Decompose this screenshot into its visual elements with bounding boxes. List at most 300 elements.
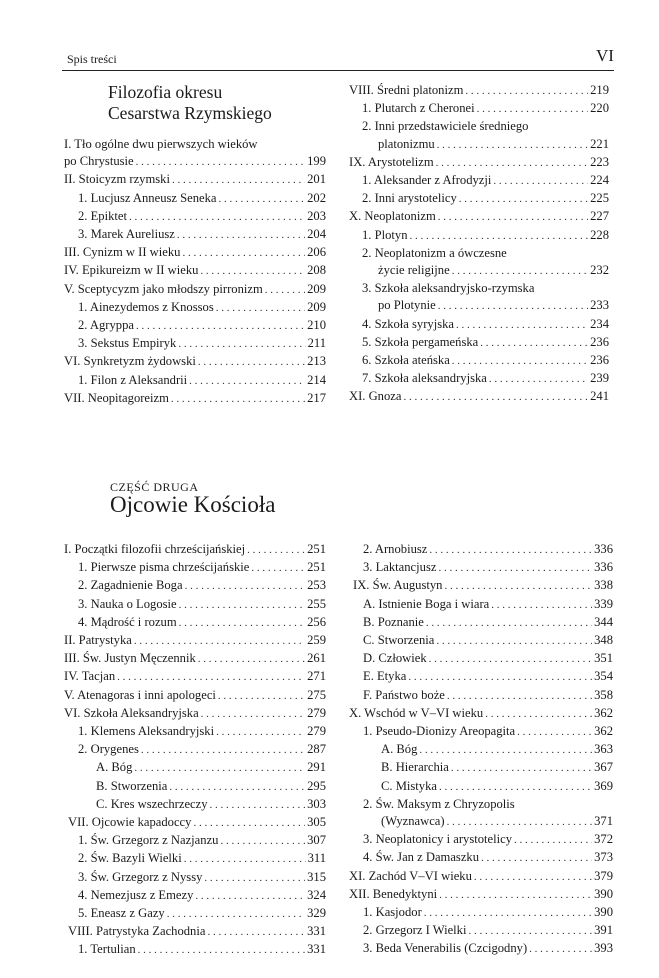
toc-entry-label: VI. Szkoła Aleksandryjska bbox=[64, 705, 199, 720]
toc-entry-label: 2. Grzegorz I Wielki bbox=[363, 923, 467, 938]
dot-leader bbox=[465, 82, 588, 100]
toc-entry-page: 348 bbox=[594, 633, 613, 648]
page-number-roman: VI bbox=[596, 46, 614, 65]
toc-entry bbox=[64, 226, 326, 244]
dot-leader bbox=[178, 335, 305, 353]
toc-entry-label: IV. Epikureizm w II wieku bbox=[64, 263, 199, 278]
dot-leader bbox=[184, 850, 306, 868]
toc-entry-label: 1. Pierwsze pisma chrześcijańskie bbox=[78, 560, 250, 575]
toc-entry-label: 2. Epiktet bbox=[78, 208, 127, 223]
toc-entry-label: A. Bóg bbox=[96, 760, 133, 775]
toc-entry-label: VI. Synkretyzm żydowski bbox=[64, 354, 196, 369]
toc-entry-page: 204 bbox=[307, 227, 326, 242]
dot-leader bbox=[189, 372, 305, 390]
toc-entry-label: 7. Szkoła aleksandryjska bbox=[362, 371, 487, 386]
toc-entry-page: 219 bbox=[590, 83, 609, 97]
toc-entry bbox=[349, 723, 613, 741]
toc-entry-page: 279 bbox=[307, 705, 326, 720]
toc-entry-page: 336 bbox=[594, 542, 613, 556]
toc-entry bbox=[64, 390, 326, 408]
toc-entry-label: (Wyznawca) bbox=[381, 814, 445, 829]
toc-entry bbox=[64, 723, 326, 741]
toc-entry bbox=[349, 297, 609, 315]
toc-entry-label: 1. Ainezydemos z Knossos bbox=[78, 299, 214, 314]
toc-entry-label: B. Stworzenia bbox=[96, 778, 168, 793]
toc-entry-page: 214 bbox=[307, 372, 326, 387]
toc-entry bbox=[349, 541, 613, 559]
toc-entry bbox=[64, 136, 326, 153]
toc-entry bbox=[64, 814, 326, 832]
section-title bbox=[108, 82, 328, 124]
dot-leader bbox=[201, 705, 305, 723]
toc-entry-page: 199 bbox=[307, 154, 326, 169]
toc-entry bbox=[64, 596, 326, 614]
toc-entry bbox=[64, 905, 326, 923]
dot-leader bbox=[514, 831, 592, 849]
toc-entry-page: 354 bbox=[594, 669, 613, 684]
toc-entry-label: VII. Neopitagoreizm bbox=[64, 390, 169, 405]
toc-entry bbox=[349, 136, 609, 154]
dot-leader bbox=[216, 299, 305, 317]
dot-leader bbox=[459, 190, 588, 208]
toc-entry-label: X. Neoplatonizm bbox=[349, 209, 436, 224]
toc-entry bbox=[349, 82, 609, 100]
toc-entry-label: 2. Św. Maksym z Chryzopolis bbox=[363, 796, 515, 811]
toc-entry bbox=[64, 281, 326, 299]
toc-entry-label: 1. Tertulian bbox=[78, 942, 136, 957]
toc-entry-page: 393 bbox=[594, 941, 613, 956]
dot-leader bbox=[477, 100, 588, 118]
dot-leader bbox=[439, 778, 592, 796]
toc-entry bbox=[349, 245, 609, 262]
toc-entry-page: 331 bbox=[307, 942, 326, 957]
toc-entry bbox=[349, 596, 613, 614]
running-header-title: Spis treści bbox=[67, 52, 117, 66]
toc-entry bbox=[349, 208, 609, 226]
toc-entry-label: 1. Kasjodor bbox=[363, 905, 422, 920]
toc-entry-page: 373 bbox=[594, 850, 613, 865]
toc-entry-label: 1. Klemens Aleksandryjski bbox=[78, 724, 215, 739]
dot-leader bbox=[220, 832, 305, 850]
toc-entry-page: 213 bbox=[307, 354, 326, 369]
toc-entry-page: 251 bbox=[307, 542, 326, 556]
dot-leader bbox=[134, 759, 305, 777]
toc-entry-label: X. Wschód w V–VI wieku bbox=[349, 705, 484, 720]
toc-entry-page: 390 bbox=[594, 886, 613, 901]
toc-entry-label: 4. Św. Jan z Damaszku bbox=[363, 850, 479, 865]
toc-entry-page: 206 bbox=[307, 245, 326, 260]
toc-entry-page: 259 bbox=[307, 633, 326, 648]
toc-entry-page: 275 bbox=[307, 687, 326, 702]
toc-entry-label: A. Istnienie Boga i wiara bbox=[363, 596, 490, 611]
toc-entry bbox=[64, 153, 326, 171]
toc-entry bbox=[64, 317, 326, 335]
dot-leader bbox=[182, 244, 305, 262]
toc-entry-label: po Plotynie bbox=[378, 298, 436, 313]
toc-entry-label: 5. Eneasz z Gazy bbox=[78, 906, 165, 921]
toc-entry-page: 358 bbox=[594, 687, 613, 702]
toc-entry-label: 3. Nauka o Logosie bbox=[78, 596, 177, 611]
toc-entry bbox=[349, 190, 609, 208]
toc-entry-label: 3. Sekstus Empiryk bbox=[78, 336, 177, 351]
dot-leader bbox=[198, 353, 305, 371]
dot-leader bbox=[169, 778, 305, 796]
toc-entry bbox=[349, 687, 613, 705]
toc-entry bbox=[64, 299, 326, 317]
dot-leader bbox=[485, 705, 592, 723]
toc-entry-page: 203 bbox=[307, 208, 326, 223]
toc-entry bbox=[349, 705, 613, 723]
dot-leader bbox=[171, 390, 305, 408]
toc-entry-label: 1. Filon z Aleksandrii bbox=[78, 372, 188, 387]
toc-entry-page: 233 bbox=[590, 298, 609, 313]
dot-leader bbox=[419, 741, 592, 759]
toc-entry-label: 1. Św. Grzegorz z Nazjanzu bbox=[78, 833, 219, 848]
toc-entry-page: 251 bbox=[307, 560, 326, 575]
dot-leader bbox=[177, 226, 305, 244]
toc-entry bbox=[64, 796, 326, 814]
dot-leader bbox=[480, 334, 588, 352]
toc-entry-page: 291 bbox=[307, 760, 326, 775]
toc-entry-label: 2. Inni arystotelicy bbox=[362, 191, 457, 206]
toc-entry bbox=[64, 190, 326, 208]
dot-leader bbox=[207, 923, 305, 941]
dot-leader bbox=[493, 172, 588, 190]
toc-entry-page: 261 bbox=[307, 651, 326, 666]
dot-leader bbox=[429, 650, 592, 668]
toc-entry bbox=[64, 614, 326, 632]
toc-entry-page: 344 bbox=[594, 614, 613, 629]
toc-entry bbox=[349, 849, 613, 867]
toc-entry-page: 363 bbox=[594, 742, 613, 757]
toc-entry-page: 279 bbox=[307, 724, 326, 739]
dot-leader bbox=[426, 614, 592, 632]
dot-leader bbox=[200, 262, 305, 280]
toc-entry-label: VIII. Patrystyka Zachodnia bbox=[68, 924, 206, 939]
toc-column-1-right bbox=[349, 82, 609, 407]
toc-entry-label: 3. Marek Aureliusz bbox=[78, 227, 175, 242]
dot-leader bbox=[198, 650, 305, 668]
toc-entry bbox=[64, 632, 326, 650]
toc-entry-label: 6. Szkoła ateńska bbox=[362, 353, 450, 368]
toc-entry bbox=[64, 335, 326, 353]
dot-leader bbox=[456, 316, 588, 334]
toc-entry bbox=[349, 778, 613, 796]
header-rule bbox=[62, 70, 614, 71]
dot-leader bbox=[447, 813, 593, 831]
toc-entry-label: 2. Neoplatonizm a ówczesne bbox=[362, 245, 507, 260]
toc-entry-page: 202 bbox=[307, 190, 326, 205]
toc-entry bbox=[64, 559, 326, 577]
toc-entry-page: 210 bbox=[307, 318, 326, 333]
toc-entry-page: 228 bbox=[590, 227, 609, 242]
toc-entry bbox=[349, 334, 609, 352]
toc-entry bbox=[64, 759, 326, 777]
dot-leader bbox=[517, 723, 592, 741]
dot-leader bbox=[172, 171, 305, 189]
dot-leader bbox=[141, 741, 305, 759]
dot-leader bbox=[452, 352, 588, 370]
toc-entry-page: 236 bbox=[590, 353, 609, 368]
toc-entry-label: 5. Szkoła pergameńska bbox=[362, 334, 479, 349]
toc-entry-page: 227 bbox=[590, 209, 609, 224]
toc-entry-label: V. Sceptycyzm jako młodszy pirronizm bbox=[64, 281, 263, 296]
toc-entry-page: 221 bbox=[590, 136, 609, 151]
dot-leader bbox=[247, 541, 305, 559]
dot-leader bbox=[204, 869, 305, 887]
toc-entry-label: 3. Laktancjusz bbox=[363, 560, 437, 575]
toc-entry-label: 2. Inni przedstawiciele średniego bbox=[362, 119, 529, 134]
toc-column-1-left bbox=[64, 136, 326, 408]
part-label: CZĘŚĆ DRUGA bbox=[110, 480, 199, 494]
toc-entry bbox=[64, 353, 326, 371]
toc-entry-page: 379 bbox=[594, 868, 613, 883]
toc-entry-label: 3. Św. Grzegorz z Nyssy bbox=[78, 869, 203, 884]
toc-entry bbox=[349, 370, 609, 388]
toc-entry-label: 1. Aleksander z Afrodyzji bbox=[362, 173, 492, 188]
toc-entry-page: 208 bbox=[307, 263, 326, 278]
toc-entry-page: 305 bbox=[307, 815, 326, 830]
toc-entry bbox=[64, 832, 326, 850]
toc-entry-label: 3. Szkoła aleksandryjsko-rzymska bbox=[362, 281, 535, 296]
toc-entry-page: 390 bbox=[594, 905, 613, 920]
dot-leader bbox=[429, 541, 592, 559]
toc-entry bbox=[349, 577, 613, 595]
dot-leader bbox=[424, 904, 592, 922]
dot-leader bbox=[216, 723, 305, 741]
toc-entry-page: 295 bbox=[307, 778, 326, 793]
toc-entry-page: 331 bbox=[307, 924, 326, 939]
dot-leader bbox=[403, 388, 588, 406]
toc-entry bbox=[349, 262, 609, 280]
toc-entry bbox=[64, 541, 326, 559]
toc-entry-label: VII. Ojcowie kapadoccy bbox=[68, 815, 192, 830]
toc-entry-label: B. Poznanie bbox=[363, 614, 424, 629]
toc-entry bbox=[349, 614, 613, 632]
toc-entry-page: 367 bbox=[594, 760, 613, 775]
toc-entry-page: 315 bbox=[307, 869, 326, 884]
toc-column-2-left bbox=[64, 541, 326, 960]
toc-entry-label: V. Atenagoras i inni apologeci bbox=[64, 687, 216, 702]
toc-entry-page: 220 bbox=[590, 101, 609, 116]
toc-entry-page: 324 bbox=[307, 887, 326, 902]
toc-entry-page: 211 bbox=[307, 336, 326, 351]
toc-entry-page: 303 bbox=[307, 796, 326, 811]
dot-leader bbox=[439, 886, 592, 904]
toc-entry-label: II. Patrystyka bbox=[64, 633, 132, 648]
toc-entry bbox=[64, 650, 326, 668]
toc-entry bbox=[349, 154, 609, 172]
toc-entry-page: 256 bbox=[307, 614, 326, 629]
toc-entry bbox=[64, 171, 326, 189]
dot-leader bbox=[179, 596, 305, 614]
toc-entry-label: 2. Zagadnienie Boga bbox=[78, 578, 183, 593]
toc-entry bbox=[349, 118, 609, 135]
toc-entry bbox=[349, 668, 613, 686]
dot-leader bbox=[489, 370, 588, 388]
toc-entry bbox=[349, 813, 613, 831]
toc-entry bbox=[349, 831, 613, 849]
dot-leader bbox=[468, 922, 592, 940]
dot-leader bbox=[438, 559, 592, 577]
toc-entry-page: 369 bbox=[594, 778, 613, 793]
toc-entry bbox=[349, 940, 613, 958]
toc-entry-label: 2. Orygenes bbox=[78, 742, 139, 757]
toc-entry-page: 311 bbox=[307, 851, 326, 866]
dot-leader bbox=[136, 317, 305, 335]
toc-entry bbox=[349, 741, 613, 759]
toc-entry-label: platonizmu bbox=[378, 136, 435, 151]
toc-entry-page: 271 bbox=[307, 669, 326, 684]
dot-leader bbox=[491, 596, 592, 614]
toc-entry-page: 307 bbox=[307, 833, 326, 848]
toc-entry-page: 217 bbox=[307, 390, 326, 405]
toc-entry-label: 2. Agryppa bbox=[78, 318, 134, 333]
toc-entry-label: E. Etyka bbox=[363, 669, 407, 684]
toc-entry bbox=[349, 352, 609, 370]
toc-entry bbox=[349, 632, 613, 650]
dot-leader bbox=[185, 577, 306, 595]
toc-entry bbox=[64, 372, 326, 390]
toc-entry-page: 372 bbox=[594, 832, 613, 847]
toc-entry bbox=[349, 172, 609, 190]
toc-entry-label: 4. Mądrość i rozum bbox=[78, 614, 177, 629]
toc-entry bbox=[64, 778, 326, 796]
toc-entry-label: VIII. Średni platonizm bbox=[349, 83, 464, 97]
toc-entry bbox=[64, 741, 326, 759]
toc-entry-page: 287 bbox=[307, 742, 326, 757]
part-title: Ojcowie Kościoła bbox=[110, 492, 276, 517]
toc-entry bbox=[349, 316, 609, 334]
toc-entry-label: F. Państwo boże bbox=[363, 687, 445, 702]
toc-entry bbox=[349, 904, 613, 922]
toc-entry bbox=[64, 687, 326, 705]
toc-entry bbox=[349, 886, 613, 904]
toc-entry-label: 1. Plotyn bbox=[362, 227, 408, 242]
toc-entry bbox=[64, 208, 326, 226]
dot-leader bbox=[265, 281, 305, 299]
toc-column-2-right bbox=[349, 541, 613, 959]
toc-entry-label: C. Kres wszechrzeczy bbox=[96, 796, 208, 811]
dot-leader bbox=[117, 668, 305, 686]
toc-entry-label: I. Tło ogólne dwu pierwszych wieków bbox=[64, 137, 258, 151]
section-title-line-1: Filozofia okresu bbox=[108, 82, 223, 102]
toc-entry-label: II. Stoicyzm rzymski bbox=[64, 172, 170, 187]
toc-entry-label: życie religijne bbox=[378, 263, 450, 278]
toc-entry-label: po Chrystusie bbox=[64, 154, 134, 169]
toc-entry-page: 241 bbox=[590, 389, 609, 404]
toc-entry-label: A. Bóg bbox=[381, 742, 418, 757]
dot-leader bbox=[138, 941, 305, 959]
toc-entry bbox=[64, 244, 326, 262]
toc-entry bbox=[64, 923, 326, 941]
toc-entry-page: 239 bbox=[590, 371, 609, 386]
dot-leader bbox=[193, 814, 305, 832]
toc-entry-page: 209 bbox=[307, 281, 326, 296]
toc-entry-label: 3. Beda Venerabilis (Czcigodny) bbox=[363, 941, 528, 956]
toc-entry-page: 224 bbox=[590, 173, 609, 188]
toc-entry-page: 391 bbox=[594, 923, 613, 938]
toc-entry-page: 351 bbox=[594, 651, 613, 666]
toc-entry bbox=[349, 922, 613, 940]
toc-entry bbox=[64, 941, 326, 959]
dot-leader bbox=[474, 868, 592, 886]
toc-entry bbox=[349, 100, 609, 118]
dot-leader bbox=[218, 687, 305, 705]
dot-leader bbox=[444, 577, 592, 595]
dot-leader bbox=[438, 208, 588, 226]
toc-entry-page: 209 bbox=[307, 299, 326, 314]
toc-entry-page: 232 bbox=[590, 263, 609, 278]
toc-entry bbox=[349, 559, 613, 577]
toc-entry-page: 338 bbox=[594, 578, 613, 593]
dot-leader bbox=[219, 190, 306, 208]
toc-entry-label: IX. Arystotelizm bbox=[349, 154, 434, 169]
dot-leader bbox=[451, 759, 592, 777]
toc-entry-label: 2. Arnobiusz bbox=[363, 542, 428, 556]
toc-entry-label: B. Hierarchia bbox=[381, 760, 449, 775]
toc-entry-page: 336 bbox=[594, 560, 613, 575]
dot-leader bbox=[136, 153, 305, 171]
toc-entry-page: 362 bbox=[594, 705, 613, 720]
toc-entry-label: 4. Nemezjusz z Emezy bbox=[78, 887, 194, 902]
toc-entry bbox=[64, 869, 326, 887]
toc-entry-label: XI. Zachód V–VI wieku bbox=[349, 868, 472, 883]
dot-leader bbox=[437, 136, 588, 154]
dot-leader bbox=[410, 227, 589, 245]
dot-leader bbox=[167, 905, 305, 923]
toc-entry bbox=[349, 759, 613, 777]
toc-entry-label: III. Cynizm w II wieku bbox=[64, 245, 181, 260]
dot-leader bbox=[481, 849, 592, 867]
toc-entry-page: 201 bbox=[307, 172, 326, 187]
toc-entry-label: IV. Tacjan bbox=[64, 669, 116, 684]
toc-entry-page: 255 bbox=[307, 596, 326, 611]
toc-entry-page: 329 bbox=[307, 906, 326, 921]
toc-entry bbox=[64, 887, 326, 905]
dot-leader bbox=[129, 208, 305, 226]
toc-entry bbox=[349, 868, 613, 886]
toc-entry bbox=[349, 227, 609, 245]
toc-entry bbox=[349, 280, 609, 297]
toc-entry bbox=[349, 650, 613, 668]
toc-entry-label: 1. Lucjusz Anneusz Seneka bbox=[78, 190, 217, 205]
toc-entry bbox=[64, 705, 326, 723]
dot-leader bbox=[134, 632, 305, 650]
dot-leader bbox=[179, 614, 305, 632]
toc-entry-label: C. Mistyka bbox=[381, 778, 437, 793]
toc-entry-page: 362 bbox=[594, 724, 613, 739]
toc-entry bbox=[64, 262, 326, 280]
toc-entry-label: I. Początki filozofii chrześcijańskiej bbox=[64, 542, 246, 556]
dot-leader bbox=[195, 887, 305, 905]
toc-entry-page: 253 bbox=[307, 578, 326, 593]
toc-entry-label: XII. Benedyktyni bbox=[349, 886, 438, 901]
toc-entry-label: 2. Św. Bazyli Wielki bbox=[78, 851, 182, 866]
toc-entry-page: 339 bbox=[594, 596, 613, 611]
dot-leader bbox=[436, 154, 588, 172]
toc-entry bbox=[64, 850, 326, 868]
toc-entry-label: IX. Św. Augustyn bbox=[353, 578, 443, 593]
dot-leader bbox=[251, 559, 305, 577]
toc-entry-page: 371 bbox=[594, 814, 613, 829]
toc-entry-label: C. Stworzenia bbox=[363, 633, 435, 648]
toc-entry-label: 1. Pseudo-Dionizy Areopagita bbox=[363, 724, 516, 739]
toc-entry bbox=[349, 796, 613, 813]
dot-leader bbox=[408, 668, 592, 686]
section-title-line-2: Cesarstwa Rzymskiego bbox=[108, 103, 272, 123]
toc-entry-label: 1. Plutarch z Cheronei bbox=[362, 101, 475, 116]
